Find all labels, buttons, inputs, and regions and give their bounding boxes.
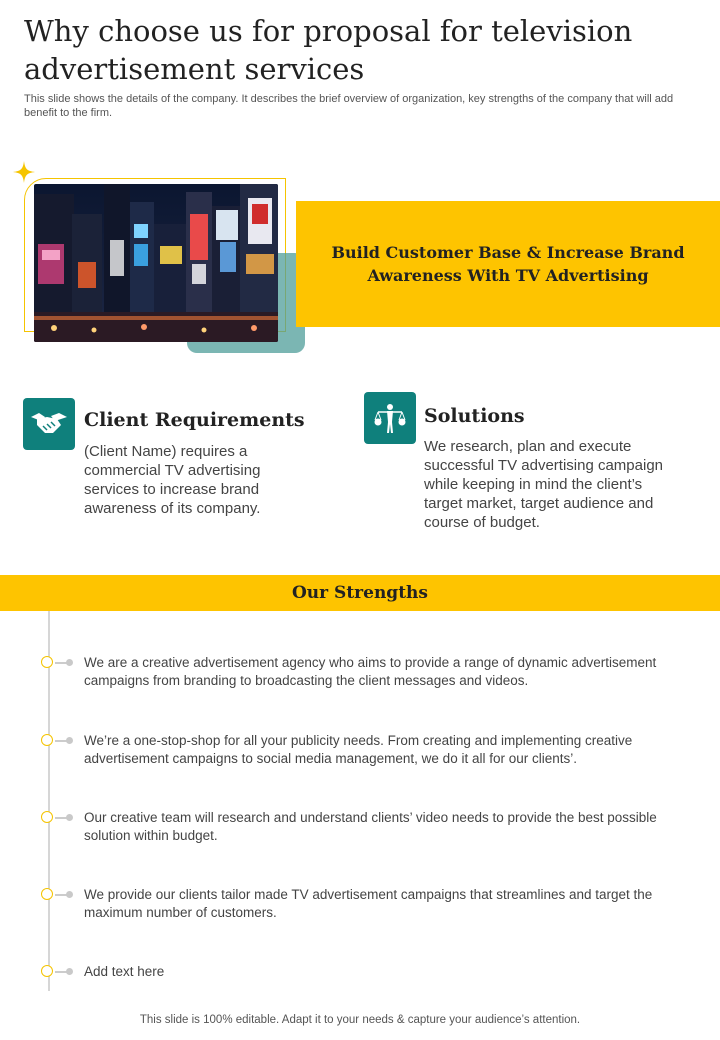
strength-item-1: We are a creative advertisement agency who aims to provide a range of dynamic advertisement campaigns from branding to broadcasting the client messages and videos. — [84, 655, 657, 688]
timeline-node — [41, 811, 77, 825]
timeline-node — [41, 734, 77, 748]
client-requirements-heading: Client Requirements — [84, 409, 305, 431]
banner-text: Build Customer Base & Increase Brand Awareness With TV Advertising — [331, 243, 685, 285]
strength-item-3: Our creative team will research and understand clients’ video needs to provide the best possible solution within budget. — [84, 810, 657, 843]
city-night-photo — [34, 184, 278, 342]
solutions-text: We research, plan and execute successful TV advertising campaign while keeping in mind the client’s target market, target audience and course of budget. — [424, 438, 664, 531]
timeline-node — [41, 888, 77, 902]
headline-banner — [296, 201, 720, 327]
client-requirements-text: (Client Name) requires a commercial TV advertising services to increase brand awareness of its company. — [84, 443, 261, 517]
page-title: Why choose us for proposal for television advertisement services — [24, 14, 633, 86]
timeline-node — [41, 656, 77, 670]
timeline-node — [41, 965, 77, 979]
solutions-heading: Solutions — [424, 405, 525, 427]
strength-item-2: We’re a one-stop-shop for all your publicity needs. From creating and implementing creative advertisement campaigns to social media management, we do it all for our clients’. — [84, 733, 633, 766]
sparkle-icon — [12, 160, 36, 184]
strengths-header-bar — [0, 575, 720, 611]
footer-note: This slide is 100% editable. Adapt it to your needs & capture your audience’s attention. — [139, 1014, 581, 1026]
page-subtitle: This slide shows the details of the company. It describes the brief overview of organization, key strengths of the company that will add benefit to the firm. — [24, 93, 674, 119]
strengths-title: Our Strengths — [292, 583, 428, 603]
strength-item-4: We provide our clients tailor made TV advertisement campaigns that streamlines and target the maximum number of customers. — [84, 887, 653, 920]
handshake-icon — [23, 398, 75, 450]
strength-item-5[interactable]: Add text here — [84, 964, 165, 979]
balance-person-icon — [364, 392, 416, 444]
